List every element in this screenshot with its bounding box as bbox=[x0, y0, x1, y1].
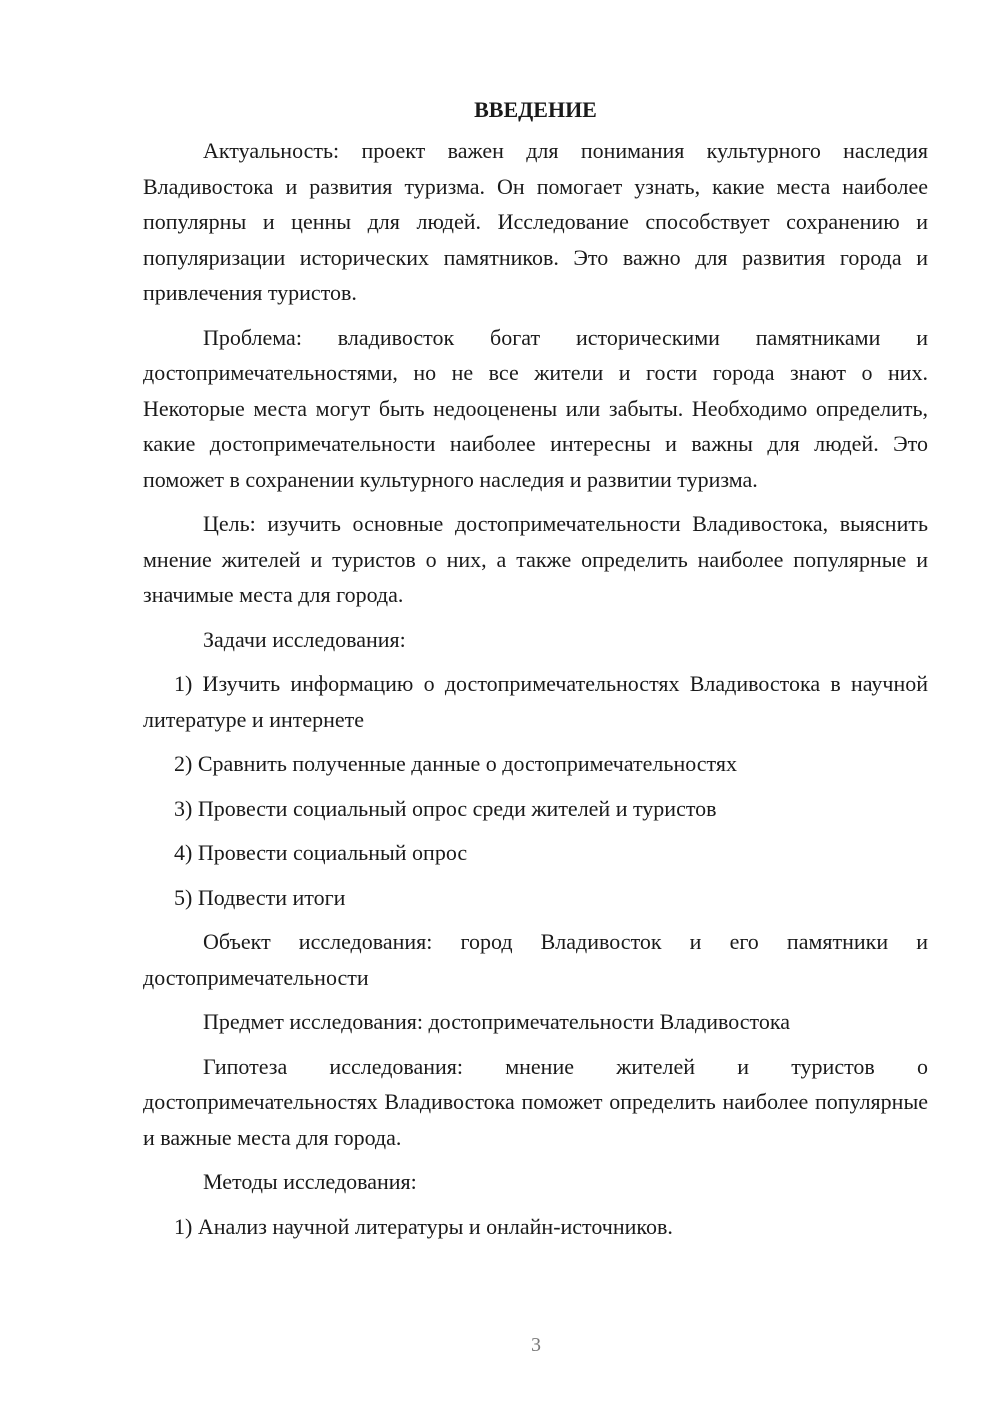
hypothesis-paragraph: Гипотеза исследования: мнение жителей и туристов о достопримечательностях Владивостока поможет определить наиболее популярные и важные места для города. bbox=[143, 1053, 928, 1150]
document-page bbox=[143, 92, 928, 1244]
task-item-5: 5) Подвести итоги bbox=[174, 884, 346, 910]
method-item-1: 1) Анализ научной литературы и онлайн-источников. bbox=[174, 1213, 673, 1239]
task-item-4: 4) Провести социальный опрос bbox=[174, 840, 468, 865]
task-item-3: 3) Провести социальный опрос среди жителей и туристов bbox=[174, 795, 717, 821]
relevance-paragraph: Актуальность: проект важен для понимания культурного наследия Владивостока и развития туризма. Он помогает узнать, какие места наиболее популярны и ценны для людей. Исследование способствует сохранению и популяризации исторических памятников. Это важно для развития города и привлечения туристов. bbox=[143, 138, 928, 305]
page-title: ВВЕДЕНИЕ bbox=[474, 97, 597, 122]
object-paragraph: Объект исследования: город Владивосток и его памятники и достопримечательности bbox=[143, 929, 928, 990]
task-item-1: 1) Изучить информацию о достопримечательностях Владивостока в научной литературе и интернете bbox=[143, 671, 928, 732]
methods-heading: Методы исследования: bbox=[203, 1169, 417, 1194]
subject-paragraph: Предмет исследования: достопримечательности Владивостока bbox=[203, 1009, 790, 1034]
goal-paragraph: Цель: изучить основные достопримечательности Владивостока, выяснить мнение жителей и туристов о них, а также определить наиболее популярные и значимые места для города. bbox=[143, 511, 928, 607]
task-item-2: 2) Сравнить полученные данные о достопримечательностях bbox=[174, 751, 737, 776]
tasks-heading: Задачи исследования: bbox=[203, 626, 406, 652]
problem-paragraph: Проблема: владивосток богат историческими памятниками и достопримечательностями, но не все жители и гости города знают о них. Некоторые места могут быть недооценены или забыты. Необходимо определить, какие достопримечательности наиболее интересны и важны для людей. Это поможет в сохранении культурного наследия и развитии туризма. bbox=[143, 324, 928, 492]
page-number: 3 bbox=[531, 1334, 541, 1356]
